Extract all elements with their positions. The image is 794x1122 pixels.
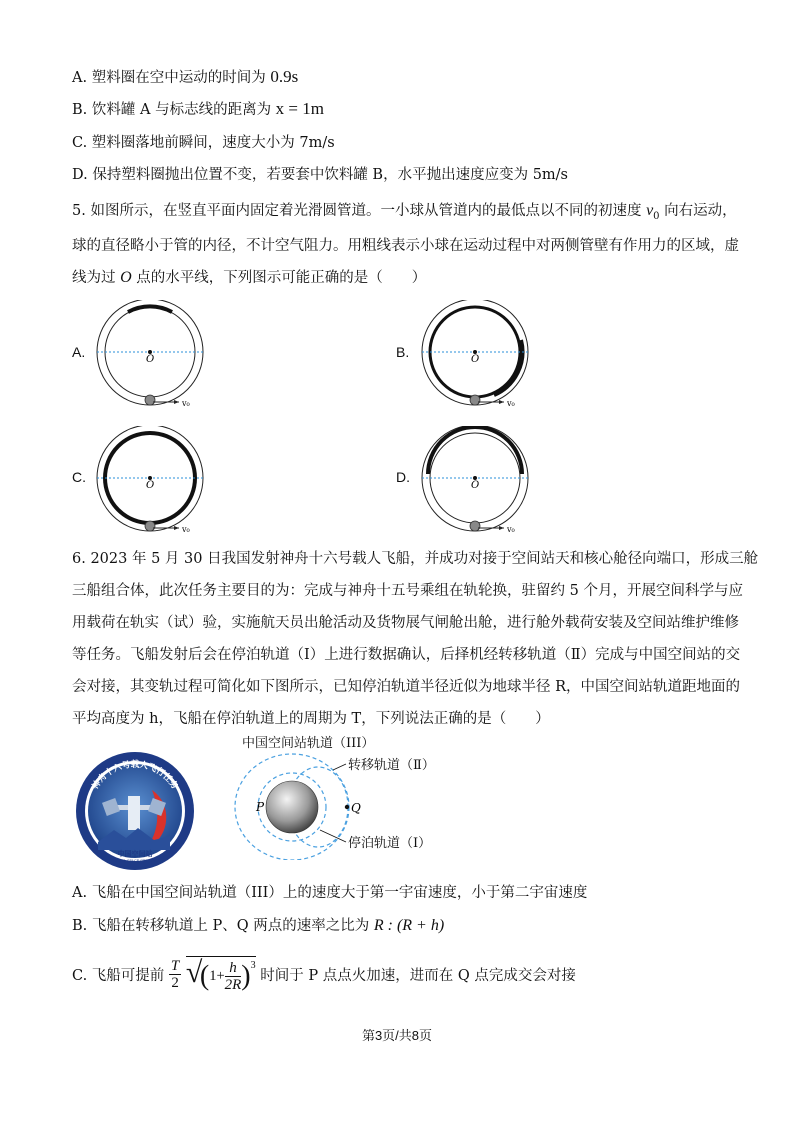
point-q-marker xyxy=(345,805,349,809)
q6-option-c-fraction-t2 xyxy=(169,958,181,991)
q6-option-c-fraction-h2r xyxy=(225,960,242,993)
point-q-label: Q xyxy=(351,801,361,815)
point-p-label: P xyxy=(256,800,265,814)
q6-text-line1: 6. 2023 年 5 月 30 日我国发射神舟十六号载人飞船，并成功对接于空间站天和核心舱径向端口，形成三舱 xyxy=(72,551,759,567)
q4-option-d: D. 保持塑料圈抛出位置不变，若要套中饮料罐 B，水平抛出速度应变为 5m/s xyxy=(72,167,568,183)
sqrt-radical-icon: √ xyxy=(185,956,203,989)
q5-diagram-d xyxy=(420,426,550,538)
q5-v0-symbol: v xyxy=(646,202,654,219)
q6-text-line6: 平均高度为 h，飞船在停泊轨道上的周期为 T，下列说法正确的是（ ） xyxy=(72,711,550,727)
q6-option-c-suffix: 时间于 P 点点火加速，进而在 Q 点完成交会对接 xyxy=(260,968,576,984)
q5-diagram-a xyxy=(95,300,225,412)
q5-label-c: C. xyxy=(72,469,86,485)
q4-option-b-text: B. 饮料罐 A 与标志线的距离为 xyxy=(72,102,272,118)
page-footer: 第3页/共8页 xyxy=(361,1028,433,1043)
q5-d-v-label: v₀ xyxy=(507,525,515,534)
q4-option-b xyxy=(72,98,324,119)
earth-sphere xyxy=(266,781,318,833)
q4-option-a xyxy=(72,66,298,87)
q5-label-a: A. xyxy=(72,344,86,360)
orbit1-label: 停泊轨道（Ⅰ） xyxy=(348,836,432,851)
q6-text-line2: 三船组合体，此次任务主要目的为：完成与神舟十五号乘组在轨轮换，驻留约 5 个月，开展空间科学与应 xyxy=(72,583,743,599)
q5-d-o-label: O xyxy=(471,480,480,491)
q5-text-line2: 球的直径略小于管的内径，不计空气阻力。用粗线表示小球在运动过程中对两侧管壁有作用力的区域，虚 xyxy=(72,238,739,254)
q5-b-o-label: O xyxy=(471,354,480,365)
q6-option-b-text: B. 飞船在转移轨道上 P、Q 两点的速率之比为 xyxy=(72,918,370,934)
q6-option-b xyxy=(72,914,444,935)
q4-option-a-value: 0.9s xyxy=(270,67,299,86)
q5-a-v-label: v₀ xyxy=(182,399,190,408)
q5-line3-part2: 点的水平线，下列图示可能正确的是（ ） xyxy=(136,270,427,286)
q5-o-symbol: O xyxy=(120,269,132,286)
q5-a-o-label: O xyxy=(146,354,155,365)
sqrt-exponent: 3 xyxy=(250,960,256,971)
q5-label-d: D. xyxy=(396,469,410,485)
q4-option-a-text: A. 塑料圈在空中运动的时间为 xyxy=(72,70,266,86)
q5-b-v-label: v₀ xyxy=(507,399,515,408)
q6-option-c xyxy=(72,956,576,993)
orbit3-label: 中国空间站轨道（III） xyxy=(242,736,375,751)
q4-option-b-value: x = 1m xyxy=(275,99,324,118)
q5-line1-part2: 向右运动， xyxy=(664,203,737,219)
q5-v0-subscript: 0 xyxy=(653,210,660,222)
mission-badge-logo xyxy=(74,750,196,872)
q5-c-o-label: O xyxy=(146,480,155,491)
q5-text-line1 xyxy=(72,199,737,222)
q6-text-line5: 会对接，其变轨过程可简化如下图所示，已知停泊轨道半径近似为地球半径 R，中国空间站轨道距地面的 xyxy=(72,679,741,695)
badge-bottom-text: 中国空间站 xyxy=(117,849,153,858)
q6-option-c-prefix: C. 飞船可提前 xyxy=(72,968,165,984)
q5-line3-part1: 线为过 xyxy=(72,270,116,286)
q5-diagram-b xyxy=(420,300,550,412)
q6-text-line4: 等任务。飞船发射后会在停泊轨道（Ⅰ）上进行数据确认，后择机经转移轨道（Ⅱ）完成与中国空间站的交 xyxy=(72,647,741,663)
q6-option-a: A. 飞船在中国空间站轨道（III）上的速度大于第一宇宙速度，小于第二宇宙速度 xyxy=(72,885,588,901)
q6-option-b-math: R : (R + h) xyxy=(373,917,445,934)
frac-h-denominator: 2R xyxy=(224,977,242,993)
frac-t-denominator: 2 xyxy=(171,975,179,991)
q5-label-b: B. xyxy=(396,344,410,360)
q5-c-v-label: v₀ xyxy=(182,525,190,534)
q4-option-c: C. 塑料圈落地前瞬间，速度大小为 7m/s xyxy=(72,135,335,151)
frac-t-numerator: T xyxy=(170,958,180,974)
sqrt-expression: √ (1+ $\frac{h}{2R}$ )$^3$ xyxy=(185,956,256,993)
sqrt-one-plus: 1+ xyxy=(209,968,225,984)
q6-text-line3: 用载荷在轨实（试）验，实施航天员出舱活动及货物展气闸舱出舱，进行舱外载荷安装及空间站维护维修 xyxy=(72,615,739,631)
orbit-diagram xyxy=(230,730,450,860)
q5-line1-part1: 5. 如图所示，在竖直平面内固定着光滑圆管道。一小球从管道内的最低点以不同的初速度 xyxy=(72,203,642,219)
badge-sub-text: CHINA SPACE STATION xyxy=(113,859,157,863)
q5-text-line3 xyxy=(72,266,426,287)
badge-top-text: 神舟十六号载人飞行任务 xyxy=(90,760,180,792)
q5-diagram-c xyxy=(95,426,225,538)
frac-h-numerator: h xyxy=(225,960,242,977)
orbit2-label: 转移轨道（Ⅱ） xyxy=(348,758,435,773)
